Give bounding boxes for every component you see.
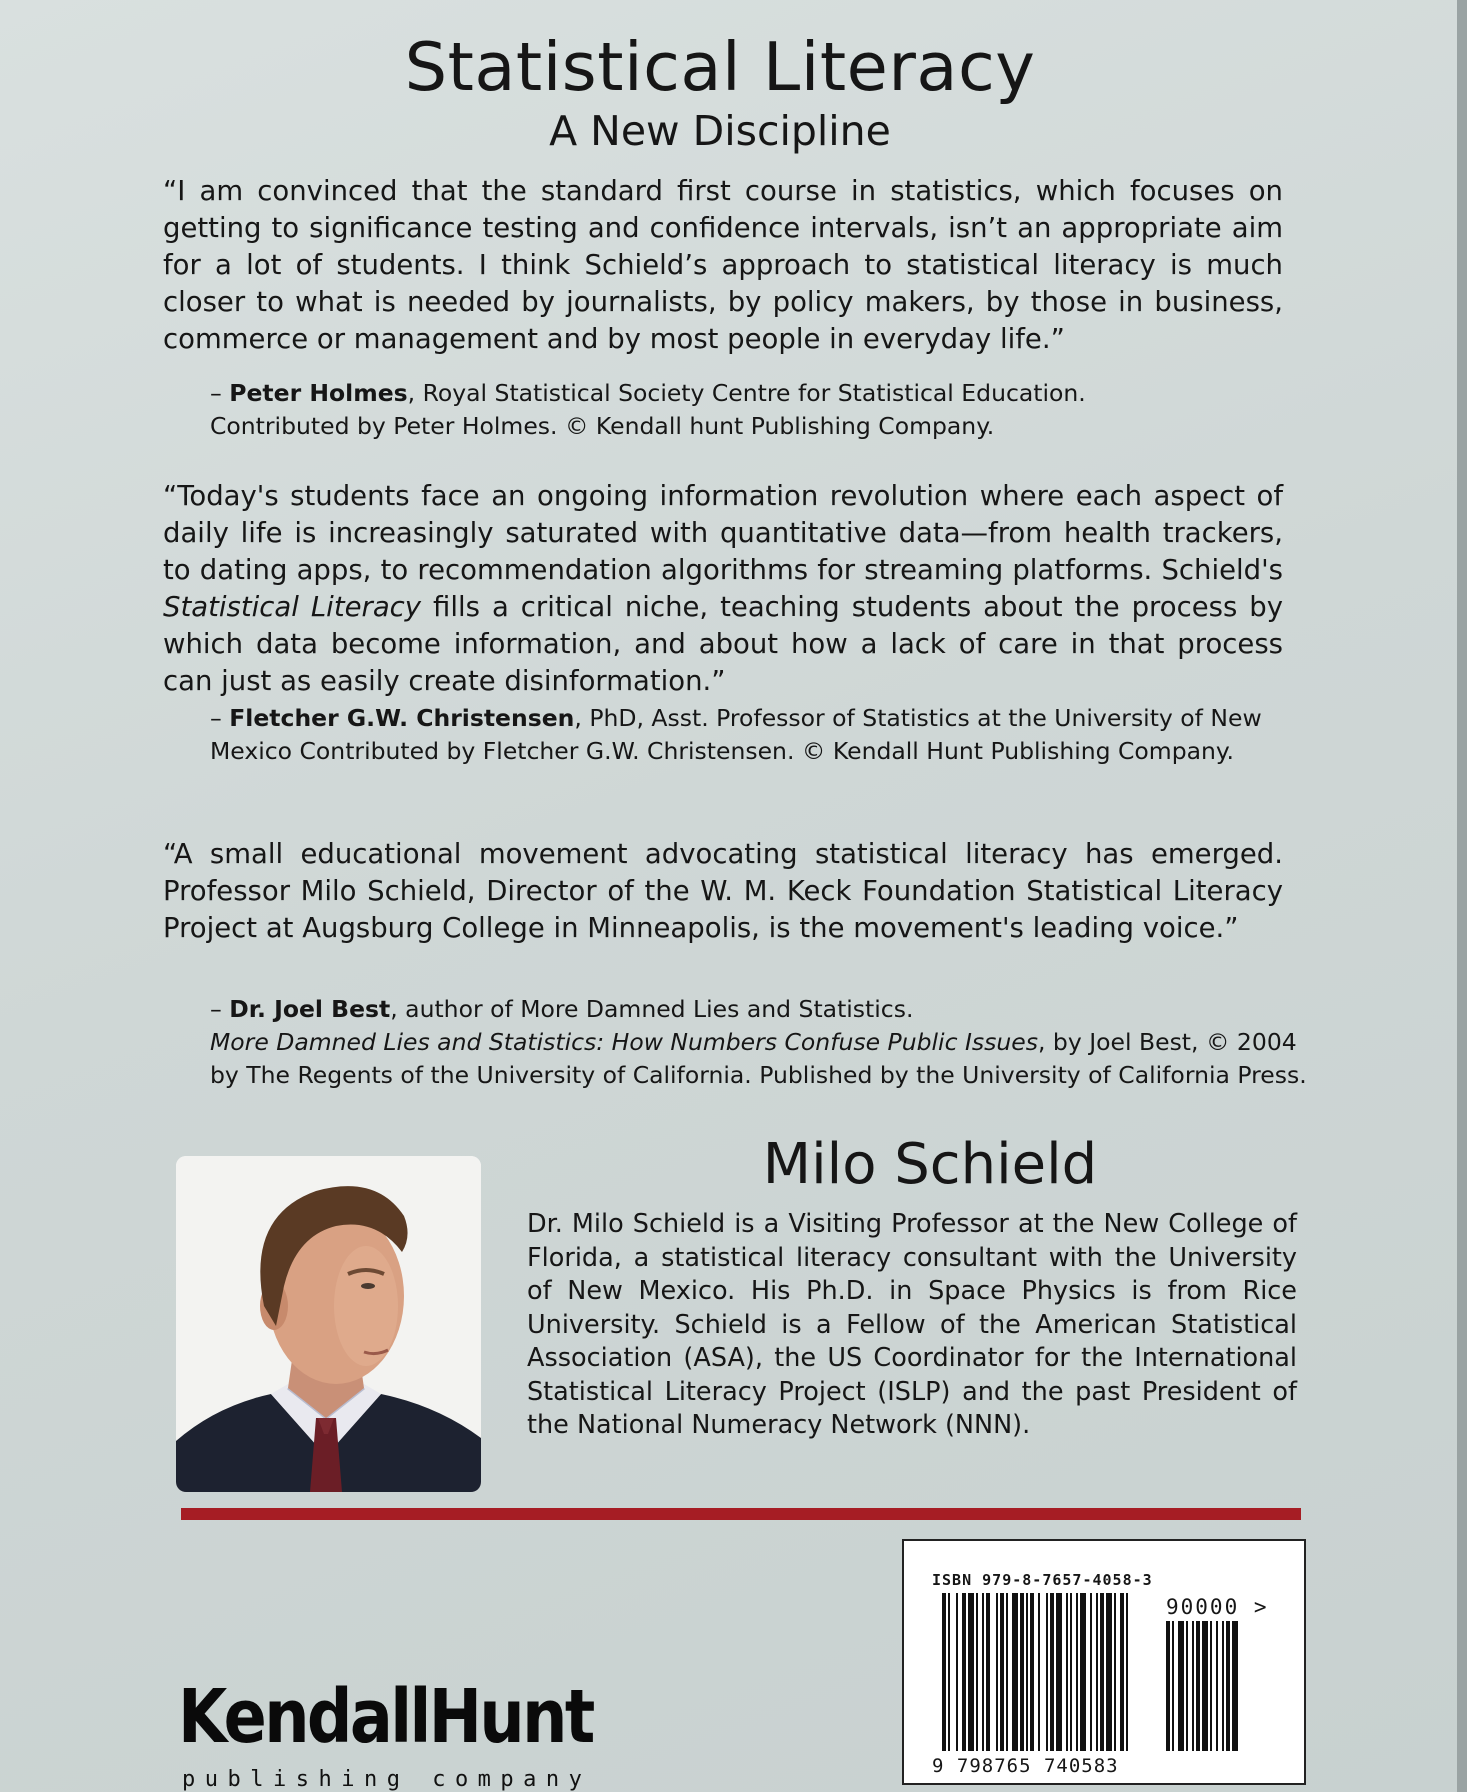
author-photo	[176, 1156, 481, 1492]
barcode-bar	[1096, 1593, 1098, 1751]
barcode-addon-bar	[1232, 1621, 1238, 1751]
barcode-bar	[982, 1593, 984, 1751]
barcode-addon-bar	[1196, 1621, 1200, 1751]
endorsement-credit: Contributed by Peter Holmes. © Kendall hunt Publishing Company.	[210, 412, 995, 440]
barcode-addon-bar	[1222, 1621, 1224, 1751]
endorsement-attribution-1	[210, 377, 1310, 443]
barcode-bar	[1056, 1593, 1062, 1751]
barcode-bar	[1076, 1593, 1078, 1751]
endorsement-quote-3: “A small educational movement advocating statistical literacy has emerged. Professor Milo Schield, Director of the W. M. Keck Foundation Statistical Literacy Project at Augsburg College in Minneapolis, is the movement's leading voice.”	[163, 838, 1283, 944]
author-bio: Dr. Milo Schield is a Visiting Professor at the New College of Florida, a statistical literacy consultant with the University of New Mexico. His Ph.D. in Space Physics is from Rice University. Schield is a Fellow of the American Statistical Association (ASA), the US Coordinator for the International Statistical Literacy Project (ISLP) and the past President of the National Numeracy Network (NNN).	[527, 1209, 1297, 1440]
endorser-name: Fletcher G.W. Christensen	[229, 704, 575, 732]
barcode-bar	[1090, 1593, 1092, 1751]
endorser-affiliation: , Royal Statistical Society Centre for Statistical Education.	[407, 379, 1086, 407]
ean-digits	[932, 1755, 1119, 1777]
barcode-bar	[1066, 1593, 1068, 1751]
book-subtitle: A New Discipline	[549, 107, 891, 155]
barcode-addon-bar	[1186, 1621, 1188, 1751]
isbn-label: ISBN 979-8-7657-4058-3	[932, 1571, 1153, 1589]
endorser-name: Dr. Joel Best	[229, 995, 391, 1023]
accent-divider	[181, 1508, 1301, 1520]
barcode-bar	[1114, 1593, 1116, 1751]
barcode-bar	[968, 1593, 974, 1751]
barcode-addon-bar	[1178, 1621, 1184, 1751]
barcode-bar	[1120, 1593, 1124, 1751]
barcode-addon-bar	[1202, 1621, 1208, 1751]
endorsement-attribution-2	[210, 702, 1310, 768]
barcode-bar	[1038, 1593, 1040, 1751]
isbn-barcode	[902, 1539, 1306, 1785]
ean-first-digit: 9	[932, 1755, 945, 1777]
quote-text: “Today's students face an ongoing information revolution where each aspect of daily life is increasingly saturated with quantitative data—from health trackers, to dating apps, to recommendation algorithms for streaming platforms. Schield's	[163, 480, 1283, 586]
barcode-bar	[948, 1593, 950, 1751]
price-code-digits: 90000	[1166, 1595, 1240, 1619]
barcode-addon-bar	[1166, 1621, 1170, 1751]
barcode-bar	[942, 1593, 946, 1751]
author-name-heading: Milo Schield	[762, 1132, 1098, 1197]
attribution-dash: –	[210, 704, 230, 732]
barcode-bar	[1046, 1593, 1048, 1751]
cover-edge	[1457, 0, 1467, 1792]
author-portrait-illustration	[176, 1156, 481, 1492]
barcode-bar	[996, 1593, 998, 1751]
publisher-tagline: publishing company	[182, 1767, 592, 1792]
barcode-bar	[1080, 1593, 1086, 1751]
barcode-bar	[1070, 1593, 1072, 1751]
barcode-bar	[1050, 1593, 1054, 1751]
barcode-bar	[1100, 1593, 1104, 1751]
barcode-bar	[1000, 1593, 1004, 1751]
endorsement-credit-title: More Damned Lies and Statistics: How Numbers Confuse Public Issues	[210, 1028, 1038, 1056]
endorsement-credit: , by Joel Best, © 2004 by The Regents of the University of California. Published by the University of California Press.	[210, 1028, 1307, 1089]
price-code-arrow: >	[1253, 1595, 1269, 1619]
barcode-bar	[1006, 1593, 1008, 1751]
barcode-bar	[1030, 1593, 1034, 1751]
ean-remaining-digits: 798765 740583	[956, 1755, 1119, 1777]
barcode-addon-bar	[1226, 1621, 1230, 1751]
quote-text: fills a critical niche, teaching students about the process by which data become information, and about how a lack of care in that process can just as easily create disinformation.”	[163, 591, 1283, 697]
barcode-bar	[1126, 1593, 1128, 1751]
barcode-bar	[1106, 1593, 1112, 1751]
attribution-dash: –	[210, 379, 230, 407]
barcode-addon-bar	[1172, 1621, 1174, 1751]
barcode-addon-bar	[1192, 1621, 1194, 1751]
endorsement-quote-1: “I am convinced that the standard first course in statistics, which focuses on getting to significance testing and confidence intervals, isn’t an appropriate aim for a lot of students. I think Schield’s approach to statistical literacy is much closer to what is needed by journalists, by policy makers, by those in business, commerce or management and by most people in everyday life.”	[163, 175, 1283, 355]
barcode-bar	[976, 1593, 978, 1751]
barcode-bar	[1026, 1593, 1028, 1751]
barcode-addon-bar	[1210, 1621, 1212, 1751]
barcode-bar	[1020, 1593, 1024, 1751]
barcode-bar	[1012, 1593, 1018, 1751]
endorser-affiliation: , author of More Damned Lies and Statistics.	[390, 995, 914, 1023]
endorser-name: Peter Holmes	[229, 379, 408, 407]
ean-barcode-bars	[904, 1541, 1304, 1783]
quote-italic-title: Statistical Literacy	[163, 591, 422, 623]
endorsement-quote-2	[163, 478, 1283, 700]
barcode-bar	[956, 1593, 958, 1751]
book-title: Statistical Literacy	[404, 28, 1036, 106]
barcode-addon-bar	[1216, 1621, 1218, 1751]
kendall-hunt-logo: KendallHunt	[178, 1674, 593, 1760]
barcode-bar	[986, 1593, 990, 1751]
barcode-bar	[962, 1593, 966, 1751]
endorser-affiliation: , PhD, Asst. Professor of Statistics at the University of New Mexico Contributed by Fletcher G.W. Christensen. © Kendall Hunt Publishing Company.	[210, 704, 1262, 765]
attribution-dash: –	[210, 995, 230, 1023]
endorsement-attribution-3	[210, 993, 1310, 1092]
